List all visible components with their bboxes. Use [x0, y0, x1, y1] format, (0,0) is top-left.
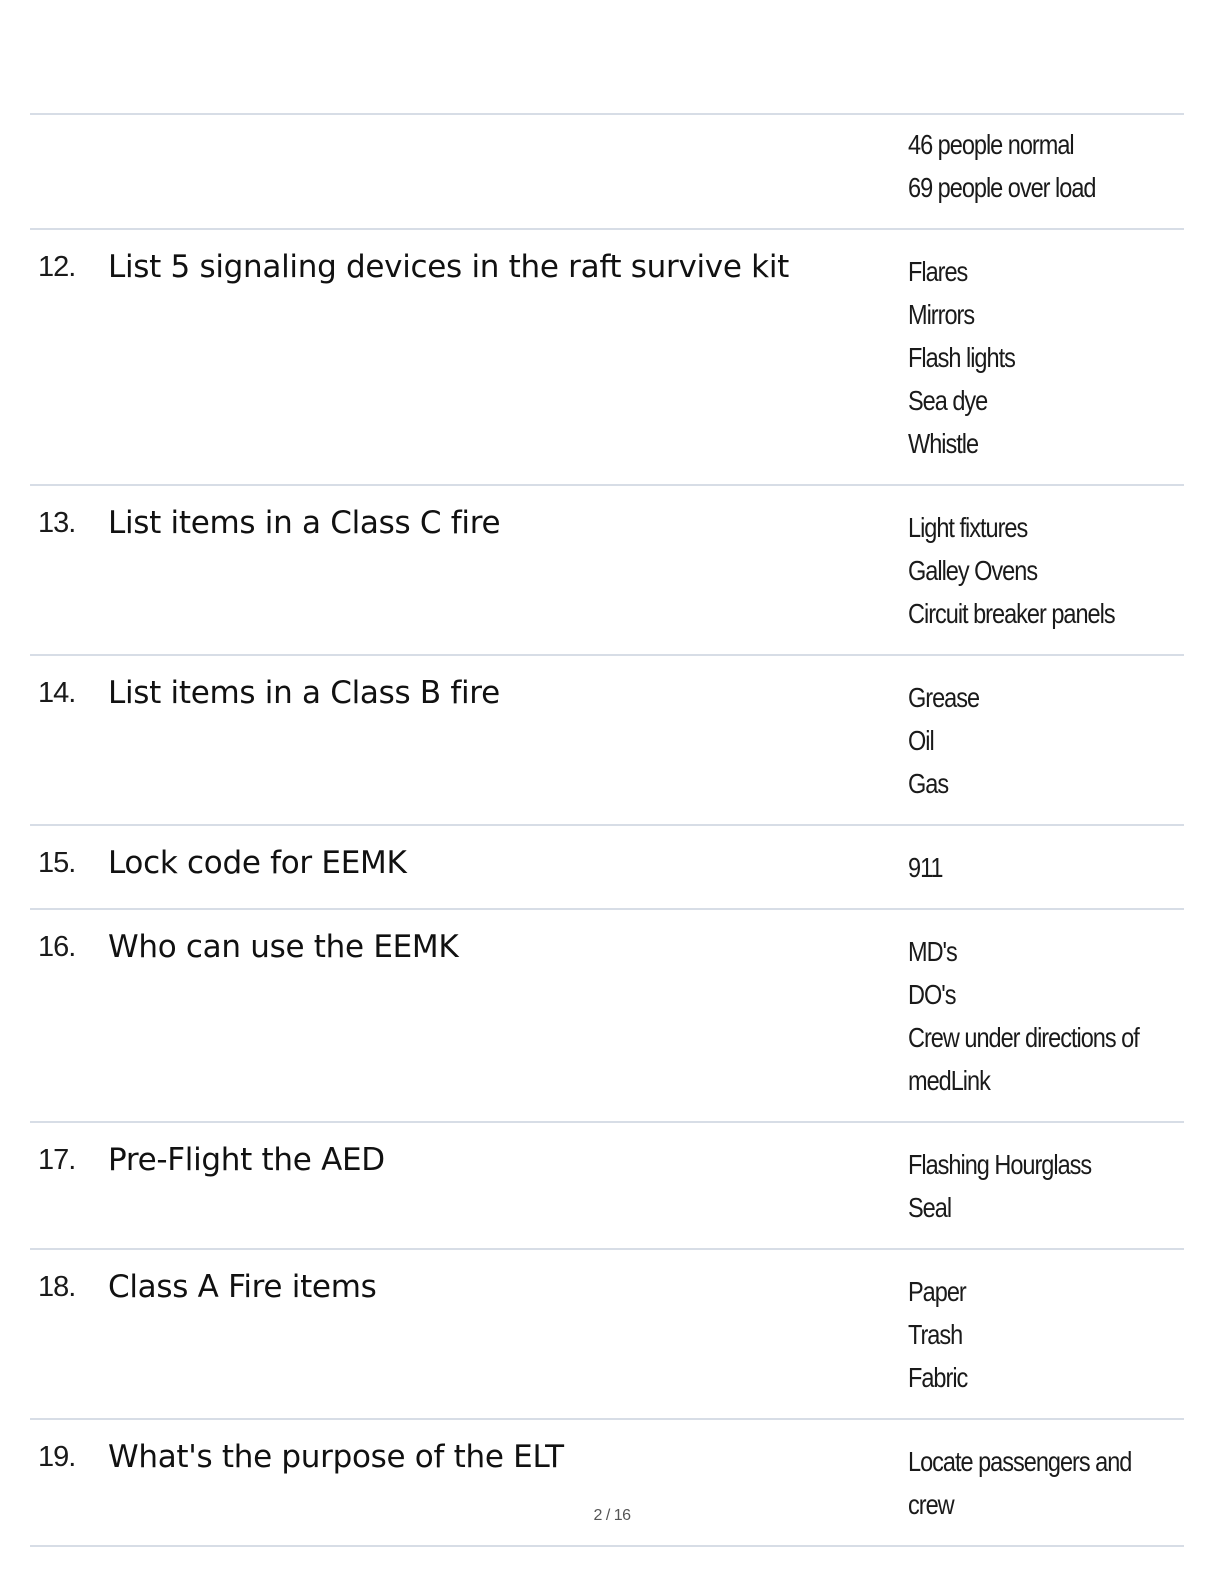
- answer-line: Trash: [908, 1319, 963, 1350]
- answer-line: Oil: [908, 725, 934, 756]
- answer-line: DO's: [908, 979, 956, 1010]
- answer-line: Crew under directions of: [908, 1022, 1139, 1053]
- answer-list: [908, 1143, 1184, 1229]
- question-number: 19.: [38, 1441, 76, 1473]
- question-text: Who can use the EEMK: [108, 929, 459, 965]
- answer-line: Galley Ovens: [908, 555, 1038, 586]
- answer-line: Locate passengers and: [908, 1446, 1132, 1477]
- answer-line: Flares: [908, 256, 968, 287]
- answer-line: Gas: [908, 768, 949, 799]
- flashcard-table: [30, 113, 1184, 1547]
- answer-line: 69 people over load: [908, 172, 1096, 203]
- table-row: [30, 230, 1184, 486]
- answer-list: [908, 676, 1184, 805]
- page-indicator: 2 / 16: [593, 1507, 631, 1524]
- answer-list: [908, 930, 1184, 1102]
- question-text: Pre-Flight the AED: [108, 1142, 385, 1178]
- question-text: What's the purpose of the ELT: [108, 1439, 564, 1475]
- answer-list: [908, 1270, 1184, 1399]
- question-text: List 5 signaling devices in the raft survive kit: [108, 249, 789, 285]
- answer-line: Grease: [908, 682, 980, 713]
- answer-line: Flashing Hourglass: [908, 1149, 1092, 1180]
- table-row: [30, 486, 1184, 656]
- answer-line: 46 people normal: [908, 129, 1074, 160]
- table-row: [30, 1250, 1184, 1420]
- answer-line: Fabric: [908, 1362, 968, 1393]
- answer-line: Mirrors: [908, 299, 975, 330]
- question-number: [30, 123, 108, 209]
- question-number: 18.: [38, 1271, 76, 1303]
- question-text: Class A Fire items: [108, 1269, 377, 1305]
- question-number: 13.: [38, 507, 76, 539]
- answer-line: Light fixtures: [908, 512, 1028, 543]
- table-row: [30, 910, 1184, 1123]
- table-row: [30, 1123, 1184, 1250]
- question-text: [108, 123, 908, 209]
- answer-line: Seal: [908, 1192, 952, 1223]
- question-number: 12.: [38, 251, 76, 283]
- question-number: 16.: [38, 931, 76, 963]
- question-number: 17.: [38, 1144, 76, 1176]
- question-text: Lock code for EEMK: [108, 845, 407, 881]
- question-text: List items in a Class C fire: [108, 505, 501, 541]
- question-number: 15.: [38, 847, 76, 879]
- question-number: 14.: [38, 677, 76, 709]
- answer-line: crew: [908, 1489, 954, 1520]
- answer-line: Circuit breaker panels: [908, 598, 1115, 629]
- answer-line: Whistle: [908, 428, 979, 459]
- answer-list: [908, 846, 1184, 889]
- answer-line: 911: [908, 852, 943, 883]
- answer-line: Paper: [908, 1276, 966, 1307]
- table-row: [30, 1420, 1184, 1547]
- answer-list: [908, 250, 1184, 465]
- table-row: [30, 115, 1184, 230]
- answer-line: Flash lights: [908, 342, 1015, 373]
- question-text: List items in a Class B fire: [108, 675, 500, 711]
- answer-list: [908, 506, 1184, 635]
- table-row: [30, 826, 1184, 910]
- table-row: [30, 656, 1184, 826]
- answer-line: Sea dye: [908, 385, 988, 416]
- answer-list: [908, 123, 1184, 209]
- answer-line: MD's: [908, 936, 957, 967]
- answer-line: medLink: [908, 1065, 990, 1096]
